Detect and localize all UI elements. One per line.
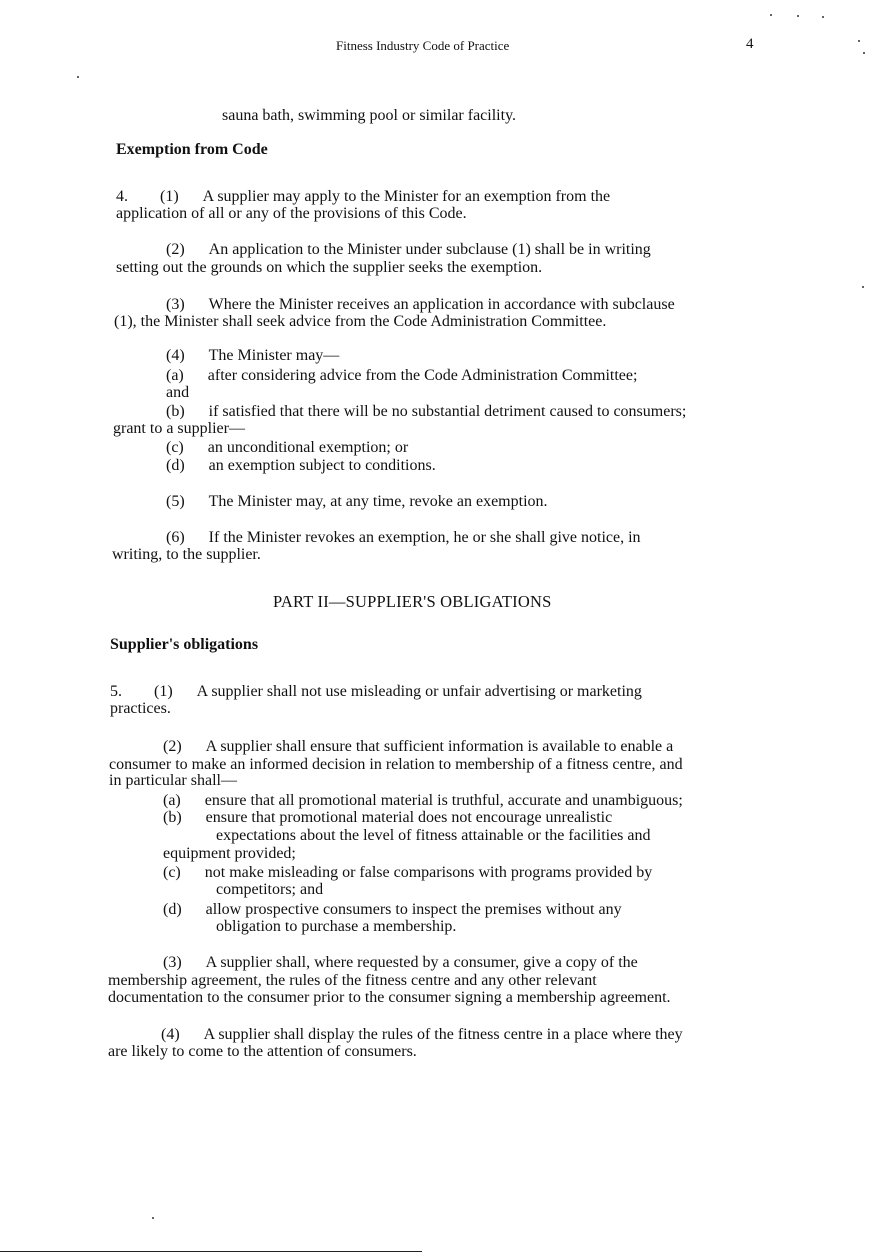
- clause-4-2-line-2: setting out the grounds on which the supplier seeks the exemption.: [116, 259, 543, 276]
- clause-4-4-grant: grant to a supplier—: [113, 420, 245, 437]
- clause-4-6-line-1: (6) If the Minister revokes an exemption, he or she shall give notice, in: [166, 529, 641, 546]
- clause-5-3-line-1: (3) A supplier shall, where requested by a consumer, give a copy of the: [163, 954, 638, 971]
- continuation-text: sauna bath, swimming pool or similar facility.: [222, 107, 517, 124]
- clause-4-4-item-c: (c) an unconditional exemption; or: [166, 439, 409, 456]
- clause-4-5: (5) The Minister may, at any time, revoke an exemption.: [166, 493, 548, 510]
- clause-4-1-line-1: 4. (1) A supplier may apply to the Minister for an exemption from the: [116, 188, 611, 205]
- clause-4-4-item-d: (d) an exemption subject to conditions.: [166, 457, 436, 474]
- page-number: 4: [746, 36, 754, 52]
- clause-5-1-line-1: 5. (1) A supplier shall not use misleading or unfair advertising or marketing: [110, 683, 642, 700]
- clause-4-4-line-1: (4) The Minister may—: [166, 347, 340, 364]
- clause-4-4-item-a: (a) after considering advice from the Code Administration Committee;: [166, 367, 638, 384]
- scan-edge-line: [0, 1251, 422, 1252]
- scan-speck: [797, 15, 799, 17]
- clause-4-2-line-1: (2) An application to the Minister under subclause (1) shall be in writing: [166, 241, 651, 258]
- clause-4-3-line-1: (3) Where the Minister receives an application in accordance with subclause: [166, 296, 675, 313]
- scan-speck: [858, 40, 860, 42]
- clause-5-2-item-d-line-1: (d) allow prospective consumers to inspect the premises without any: [163, 901, 622, 918]
- running-header-title: Fitness Industry Code of Practice: [336, 38, 510, 53]
- clause-5-4-line-2: are likely to come to the attention of consumers.: [108, 1043, 417, 1060]
- clause-5-3-line-3: documentation to the consumer prior to the consumer signing a membership agreement.: [108, 989, 671, 1006]
- clause-5-2-line-2: consumer to make an informed decision in relation to membership of a fitness centre, and: [109, 756, 683, 773]
- scan-speck: [822, 16, 824, 18]
- clause-5-3-line-2: membership agreement, the rules of the fitness centre and any other relevant: [108, 972, 597, 989]
- scan-speck: [77, 76, 79, 78]
- part-title: PART II—SUPPLIER'S OBLIGATIONS: [273, 592, 552, 611]
- clause-5-1-line-2: practices.: [110, 700, 171, 717]
- clause-4-4-item-b: (b) if satisfied that there will be no substantial detriment caused to consumers;: [166, 403, 687, 420]
- clause-5-2-item-a: (a) ensure that all promotional material is truthful, accurate and unambiguous;: [163, 792, 683, 809]
- clause-5-2-item-c-line-2: competitors; and: [216, 881, 324, 898]
- clause-4-6-line-2: writing, to the supplier.: [112, 546, 261, 563]
- clause-5-2-line-1: (2) A supplier shall ensure that sufficient information is available to enable a: [163, 738, 674, 755]
- section-heading-supplier-obligations: Supplier's obligations: [110, 636, 259, 653]
- section-heading-exemption: Exemption from Code: [116, 141, 268, 158]
- clause-5-2-item-b-line-1: (b) ensure that promotional material does not encourage unrealistic: [163, 809, 613, 826]
- scan-speck: [152, 1217, 154, 1219]
- scan-speck: [770, 14, 772, 16]
- clause-4-3-line-2: (1), the Minister shall seek advice from the Code Administration Committee.: [114, 313, 607, 330]
- clause-5-2-item-c-line-1: (c) not make misleading or false comparisons with programs provided by: [163, 864, 653, 881]
- clause-4-1-line-2: application of all or any of the provisions of this Code.: [116, 205, 467, 222]
- clause-5-2-line-3: in particular shall—: [109, 772, 237, 789]
- clause-4-4-and: and: [166, 384, 190, 401]
- scan-speck: [863, 52, 865, 54]
- clause-5-2-item-d-line-2: obligation to purchase a membership.: [216, 918, 457, 935]
- scan-speck: [862, 286, 864, 288]
- clause-5-4-line-1: (4) A supplier shall display the rules of the fitness centre in a place where they: [161, 1026, 683, 1043]
- clause-5-2-item-b-line-2: expectations about the level of fitness attainable or the facilities and: [216, 827, 651, 844]
- clause-5-2-item-b-line-3: equipment provided;: [163, 845, 296, 862]
